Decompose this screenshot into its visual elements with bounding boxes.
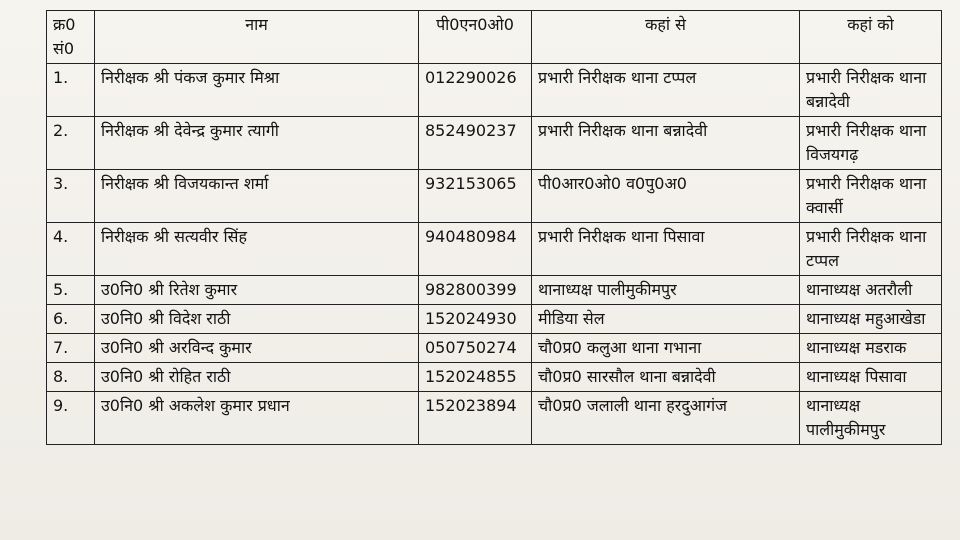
row-name: निरीक्षक श्री देवेन्द्र कुमार त्यागी bbox=[95, 117, 419, 170]
row-name: निरीक्षक श्री सत्यवीर सिंह bbox=[95, 223, 419, 276]
row-serial-number: 5. bbox=[47, 276, 95, 305]
row-pno: 982800399 bbox=[419, 276, 532, 305]
row-serial-number: 7. bbox=[47, 334, 95, 363]
header-from: कहां से bbox=[532, 11, 800, 64]
header-serial-number: क्र0 सं0 bbox=[47, 11, 95, 64]
row-to: थानाध्यक्ष पालीमुकीमपुर bbox=[800, 392, 942, 445]
table-row bbox=[47, 334, 942, 363]
table-row bbox=[47, 276, 942, 305]
row-serial-number: 2. bbox=[47, 117, 95, 170]
row-name: उ0नि0 श्री रोहित राठी bbox=[95, 363, 419, 392]
header-to: कहां को bbox=[800, 11, 942, 64]
row-from: थानाध्यक्ष पालीमुकीमपुर bbox=[532, 276, 800, 305]
row-pno: 152024930 bbox=[419, 305, 532, 334]
row-name: निरीक्षक श्री पंकज कुमार मिश्रा bbox=[95, 64, 419, 117]
row-pno: 932153065 bbox=[419, 170, 532, 223]
row-pno: 152023894 bbox=[419, 392, 532, 445]
row-to: प्रभारी निरीक्षक थाना क्वार्सी bbox=[800, 170, 942, 223]
row-from: प्रभारी निरीक्षक थाना पिसावा bbox=[532, 223, 800, 276]
row-to: प्रभारी निरीक्षक थाना टप्पल bbox=[800, 223, 942, 276]
row-to: प्रभारी निरीक्षक थाना बन्नादेवी bbox=[800, 64, 942, 117]
row-to: थानाध्यक्ष अतरौली bbox=[800, 276, 942, 305]
row-to: प्रभारी निरीक्षक थाना विजयगढ़ bbox=[800, 117, 942, 170]
row-from: पी0आर0ओ0 व0पु0अ0 bbox=[532, 170, 800, 223]
row-pno: 940480984 bbox=[419, 223, 532, 276]
row-pno: 012290026 bbox=[419, 64, 532, 117]
row-name: उ0नि0 श्री रितेश कुमार bbox=[95, 276, 419, 305]
row-pno: 050750274 bbox=[419, 334, 532, 363]
row-serial-number: 8. bbox=[47, 363, 95, 392]
row-serial-number: 3. bbox=[47, 170, 95, 223]
row-name: उ0नि0 श्री अरविन्द कुमार bbox=[95, 334, 419, 363]
table-row bbox=[47, 170, 942, 223]
row-serial-number: 1. bbox=[47, 64, 95, 117]
table-row bbox=[47, 117, 942, 170]
table-row bbox=[47, 392, 942, 445]
table-header-row bbox=[47, 11, 942, 64]
row-from: चौ0प्र0 जलाली थाना हरदुआगंज bbox=[532, 392, 800, 445]
row-from: मीडिया सेल bbox=[532, 305, 800, 334]
header-pno: पी0एन0ओ0 bbox=[419, 11, 532, 64]
header-name: नाम bbox=[95, 11, 419, 64]
row-from: प्रभारी निरीक्षक थाना बन्नादेवी bbox=[532, 117, 800, 170]
table-row bbox=[47, 64, 942, 117]
row-to: थानाध्यक्ष महुआखेडा bbox=[800, 305, 942, 334]
row-name: निरीक्षक श्री विजयकान्त शर्मा bbox=[95, 170, 419, 223]
row-to: थानाध्यक्ष मडराक bbox=[800, 334, 942, 363]
row-name: उ0नि0 श्री अकलेश कुमार प्रधान bbox=[95, 392, 419, 445]
transfer-table bbox=[46, 10, 942, 445]
row-to: थानाध्यक्ष पिसावा bbox=[800, 363, 942, 392]
row-from: चौ0प्र0 सारसौल थाना बन्नादेवी bbox=[532, 363, 800, 392]
table-row bbox=[47, 305, 942, 334]
row-serial-number: 4. bbox=[47, 223, 95, 276]
row-from: प्रभारी निरीक्षक थाना टप्पल bbox=[532, 64, 800, 117]
row-from: चौ0प्र0 कलुआ थाना गभाना bbox=[532, 334, 800, 363]
table-row bbox=[47, 363, 942, 392]
row-name: उ0नि0 श्री विदेश राठी bbox=[95, 305, 419, 334]
row-serial-number: 9. bbox=[47, 392, 95, 445]
row-pno: 152024855 bbox=[419, 363, 532, 392]
table-row bbox=[47, 223, 942, 276]
row-serial-number: 6. bbox=[47, 305, 95, 334]
row-pno: 852490237 bbox=[419, 117, 532, 170]
